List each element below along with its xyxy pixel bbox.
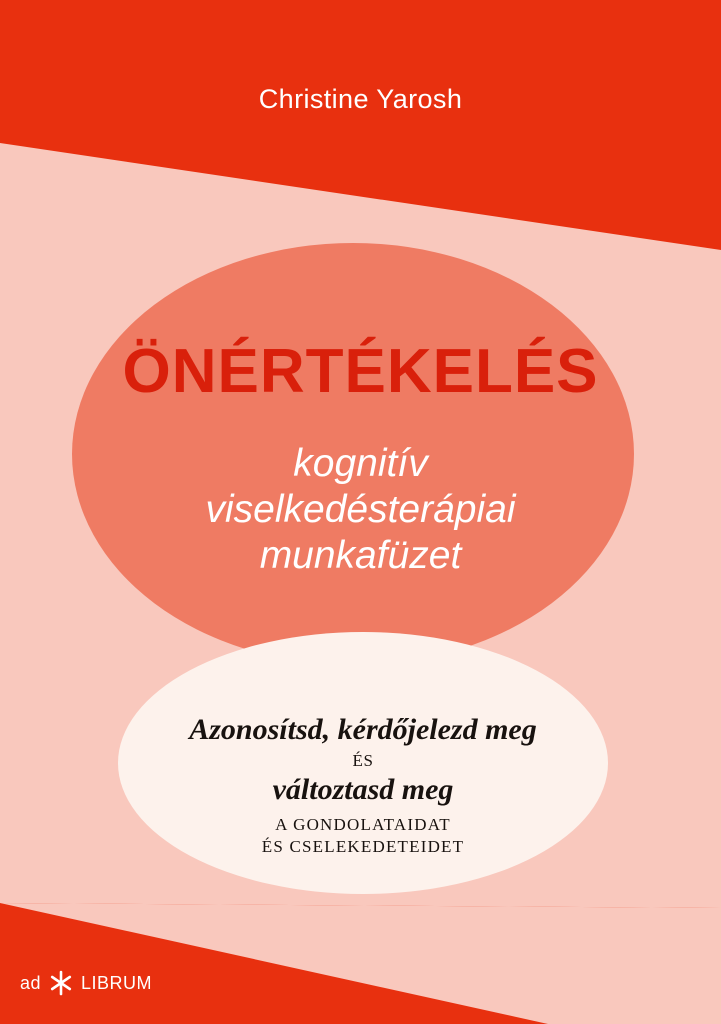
- publisher-logo: [20, 970, 152, 996]
- publisher-logo-prefix: ad: [20, 972, 42, 993]
- blurb-line-2: ÉS: [352, 750, 374, 770]
- author-name: Christine Yarosh: [258, 84, 463, 114]
- publisher-logo-suffix: LIBRUM: [81, 972, 153, 993]
- blurb-line-5: ÉS CSELEKEDETEIDET: [261, 836, 465, 856]
- blurb-line-4: A GONDOLATAIDAT: [275, 814, 451, 834]
- book-subtitle: [0, 441, 721, 579]
- cover-blurb: [118, 713, 608, 857]
- blurb-line-1: Azonosítsd, kérdőjelezd meg: [189, 713, 537, 746]
- asterisk-icon: [47, 969, 75, 997]
- subtitle-line-1: kognitív: [293, 442, 428, 485]
- subtitle-line-3: munkafüzet: [259, 534, 462, 578]
- book-title: ÖNÉRTÉKELÉS: [122, 337, 599, 406]
- blurb-line-3: változtasd meg: [272, 772, 454, 806]
- subtitle-line-2: viselkedésterápiai: [205, 488, 516, 532]
